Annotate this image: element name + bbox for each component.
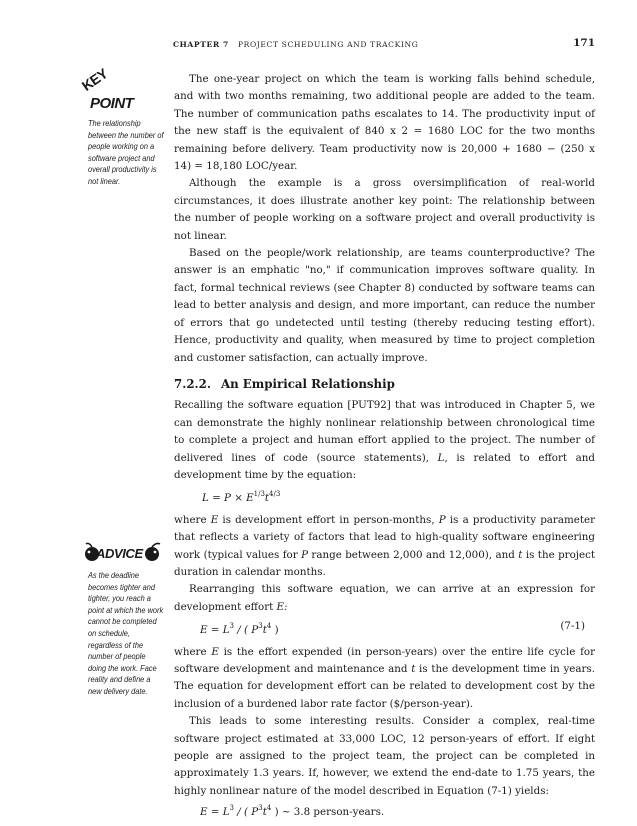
equation-number: (7-1) (560, 620, 585, 633)
section-heading (174, 376, 595, 393)
page-number: 171 (573, 37, 595, 49)
paragraph-2: Although the example is a gross oversimplification of real-world circumstances, it does illustrate another key point: The relationship between the number of people working on a software project and overall productivity is not linear. (174, 177, 595, 242)
paragraph-5: where E is development effort in person-months, P is a productivity parameter that reflects a variety of factors that lead to high-quality software engineering work (typical values for P range between 2,000 and 12,000), and t is the project duration in calendar months. (174, 513, 596, 578)
section-number: 7.2.2. (174, 376, 211, 391)
paragraph-1: The one-year project on which the team is working falls behind schedule, and with two months remaining, two additional people are added to the team. The number of communication paths escalates to 14. The productivity input of the new staff is the equivalent of 840 x 2 = 1680 LOC for the two months remaining before delivery. Team productivity now is 20,000 + 1680 − (250 x 14) = 18,180 LOC/year. (174, 73, 595, 173)
chapter-title: PROJECT SCHEDULING AND TRACKING (237, 40, 419, 49)
paragraph-4: Recalling the software equation [PUT92] that was introduced in Chapter 5, we can demonstrate the highly nonlinear relationship between chronological time to complete a project and human effort applied to the project. The number of delivered lines of code (source statements), L, is related to effort and development time by the equation: (174, 399, 595, 481)
equation-result: $E = L^3$ / ( $P^3t^4$ ) ~ 3.8 person-years. (200, 804, 385, 819)
advice-text: As the deadline becomes tighter and tighter, you reach a point at which the work cannot be completed on schedule, regardless of the number of people doing the work. Face reality and define a new delivery date. (88, 570, 164, 696)
paragraph-7: where E is the effort expended (in person-years) over the entire life cycle for software development and maintenance and t is the development time in years. The equation for development effort can be related to development cost by the inclusion of a burdened labor rate factor ($/person-year). (174, 645, 596, 710)
paragraph-6: Rearranging this software equation, we can arrive at an expression for development effort E: (174, 583, 595, 613)
key-point-badge-top: KEY (78, 65, 111, 94)
advice-badge-label: ADVICE (96, 546, 143, 561)
equation-software: $L = P \times E^{1/3}t^{4/3}$ (202, 490, 281, 505)
paragraph-8: This leads to some interesting results. Consider a complex, real-time software project estimated at 33,000 LOC, 12 person-years of effort. If eight people are assigned to the project team, the project can be completed in approximately 1.3 years. If, however, we extend the end-date to 1.75 years, the highly nonlinear nature of the model described in Equation (7-1) yields: (174, 715, 595, 797)
section-title: An Empirical Relationship (220, 376, 395, 391)
chapter-label: CHAPTER 7 (173, 40, 229, 49)
advice-sidebar (88, 542, 164, 698)
key-point-badge (78, 65, 164, 114)
key-point-text: The relationship between the number of people working on a software project and overall productivity is not linear. (88, 118, 164, 186)
main-text-column (174, 71, 595, 826)
advice-badge (84, 542, 164, 566)
equation-7-1: $E = L^3$ / ( $P^3t^4$ ) (7-1) (200, 620, 585, 637)
key-point-sidebar (78, 65, 164, 188)
key-point-badge-bottom: POINT (90, 95, 134, 112)
paragraph-3: Based on the people/work relationship, are teams counterproductive? The answer is an emphatic "no," if communication improves software quality. In fact, formal technical reviews (see Chapter 8) conducted by software teams can lead to better analysis and design, and more important, can reduce the number of errors that go undetected until testing (thereby reducing testing effort). Hence, productivity and quality, when measured by time to project completion and customer satisfaction, can actually improve. (174, 247, 595, 364)
running-header (173, 37, 595, 49)
